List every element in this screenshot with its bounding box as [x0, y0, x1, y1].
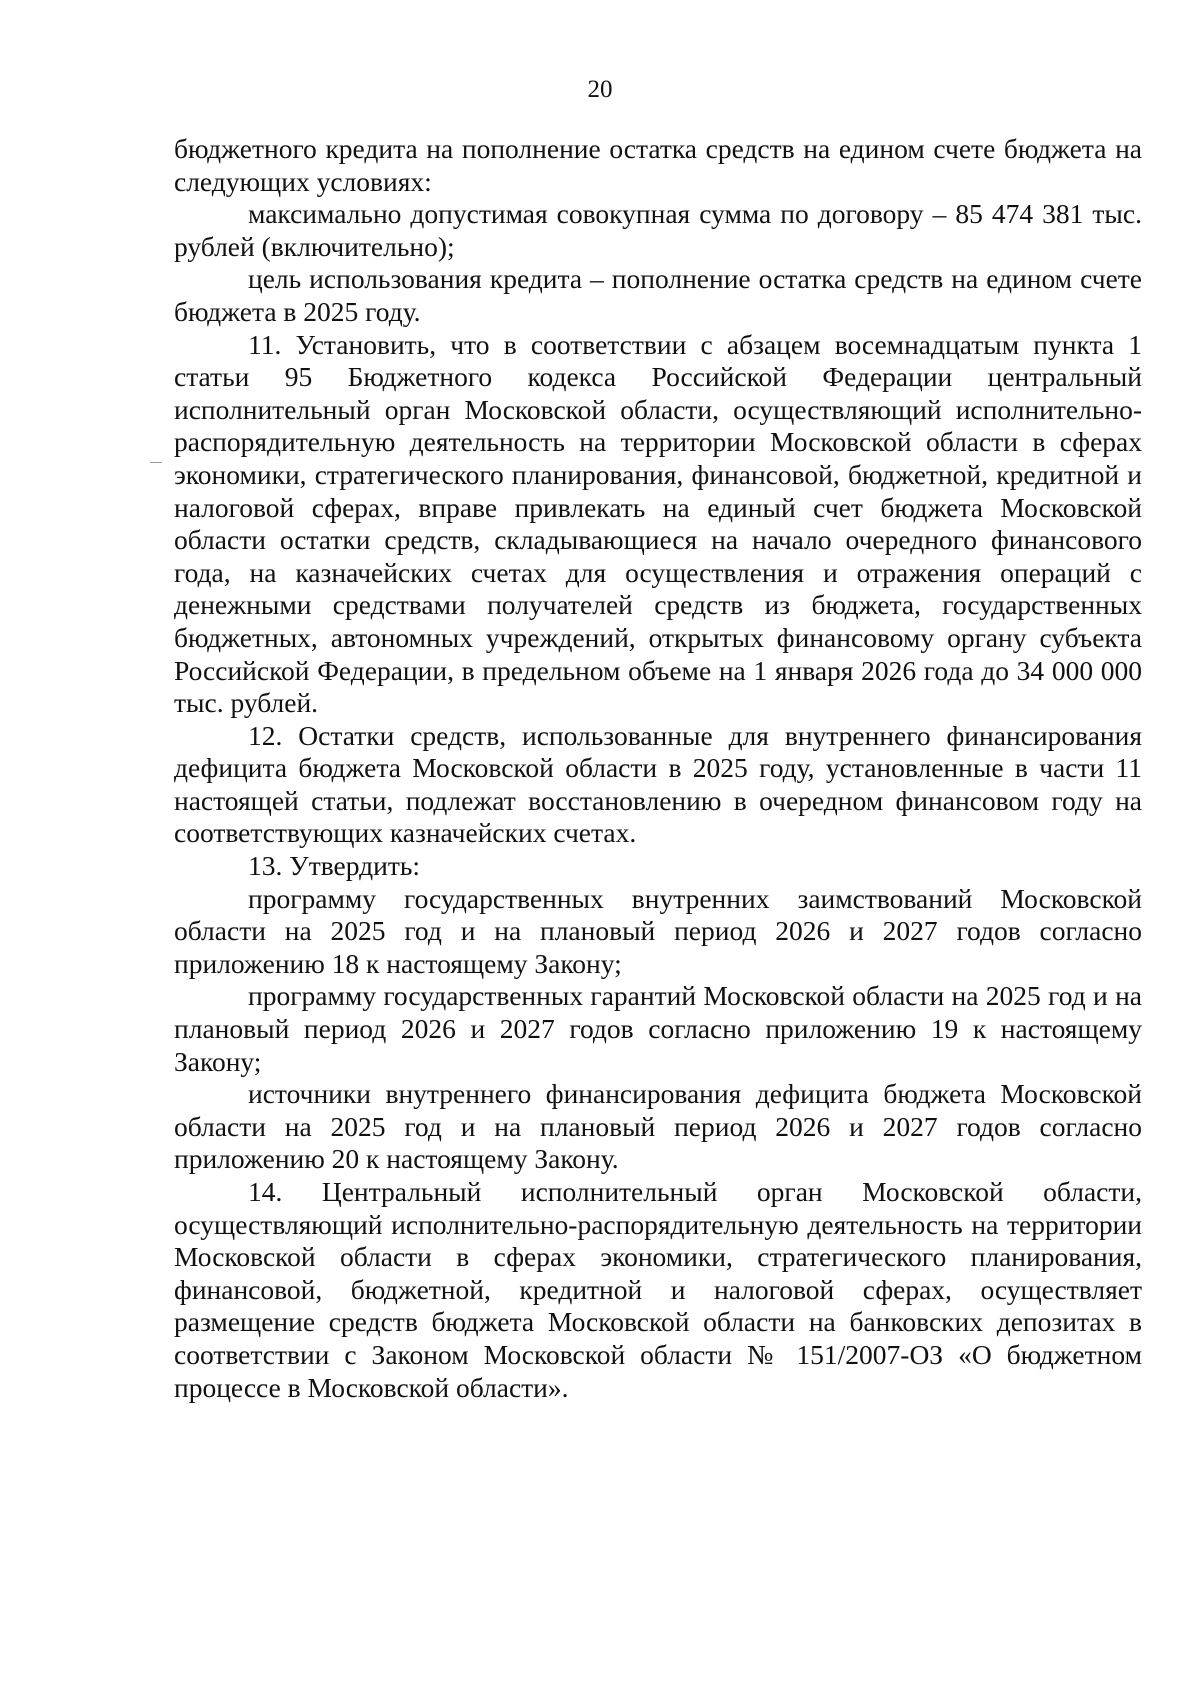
- paragraph-credit-purpose: цель использования кредита – пополнение остатка средств на едином счете бюджета в 2025 году.: [174, 263, 1142, 327]
- paragraph-guarantee-program: программу государственных гарантий Московской области на 2025 год и на плановый период 2026 и 2027 годов согласно приложению 19 к настоящему Закону;: [174, 980, 1142, 1077]
- paragraph-item-11: 11. Установить, что в соответствии с абзацем восемнадцатым пункта 1 статьи 95 Бюджетного кодекса Российской Федерации центральный исполнительный орган Московской области, осуществляющий исполнительно-распорядительную деятельность на территории Московской области в сферах экономики, стратегического планирования, финансовой, бюджетной, кредитной и налоговой сферах, вправе привлекать на единый счет бюджета Московской области остатки средств, складывающиеся на начало очередного финансового года, на казначейских счетах для осуществления и отражения операций с денежными средствами получателей средств из бюджета, государственных бюджетных, автономных учреждений, открытых финансовому органу субъекта Российской Федерации, в предельном объеме на 1 января 2026 года до 34 000 000 тыс. рублей.: [174, 328, 1142, 719]
- page-number: 20: [587, 76, 613, 103]
- document-body: [174, 133, 1142, 1404]
- paragraph-max-sum: максимально допустимая совокупная сумма по договору – 85 474 381 тыс. рублей (включительно);: [174, 198, 1142, 262]
- scan-artifact-mark: [150, 462, 162, 463]
- paragraph-item-13: 13. Утвердить:: [248, 850, 421, 882]
- paragraph-item-14: 14. Центральный исполнительный орган Московской области, осуществляющий исполнительно-распорядительную деятельность на территории Московской области в сферах экономики, стратегического планирования, финансовой, бюджетной, кредитной и налоговой сферах, осуществляет размещение средств бюджета Московской области на банковских депозитах в соответствии с Законом Московской области № 151/2007-ОЗ «О бюджетном процессе в Московской области».: [174, 1176, 1142, 1403]
- paragraph-deficit-sources: источники внутреннего финансирования дефицита бюджета Московской области на 2025 год и на плановый период 2026 и 2027 годов согласно приложению 20 к настоящему Закону.: [174, 1078, 1142, 1175]
- paragraph-borrowing-program: программу государственных внутренних заимствований Московской области на 2025 год и на плановый период 2026 и 2027 годов согласно приложению 18 к настоящему Закону;: [174, 882, 1142, 979]
- paragraph-credit-continuation: бюджетного кредита на пополнение остатка средств на едином счете бюджета на следующих условиях:: [174, 133, 1142, 197]
- paragraph-item-12: 12. Остатки средств, использованные для внутреннего финансирования дефицита бюджета Московской области в 2025 году, установленные в части 11 настоящей статьи, подлежат восстановлению в очередном финансовом году на соответствующих казначейских счетах.: [174, 719, 1142, 849]
